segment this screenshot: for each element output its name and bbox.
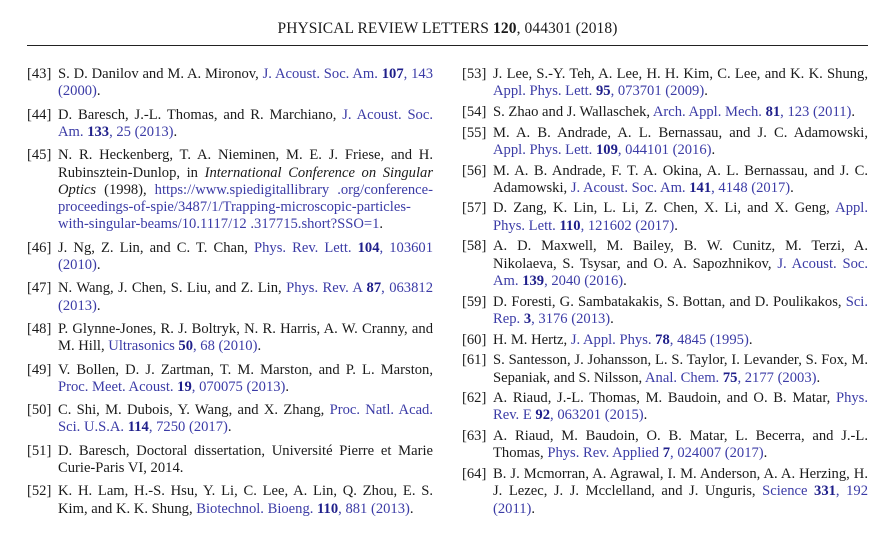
article-number-year: , 044301 (2018): [516, 20, 618, 37]
citation-link[interactable]: , 123 (2011): [780, 103, 852, 120]
citation-link[interactable]: 104: [357, 239, 380, 256]
reference-text: D. Baresch, Doctoral dissertation, Université Pierre et Marie Curie-Paris VI, 2014.: [58, 442, 433, 477]
citation-link[interactable]: Appl. Phys. Lett.: [493, 200, 868, 234]
reference-item: [462, 104, 868, 121]
reference-text: .: [748, 331, 753, 348]
reference-item: [27, 147, 433, 233]
citation-link[interactable]: Sci. Rep.: [493, 293, 868, 327]
reference-item: [27, 443, 433, 478]
reference-number: [46]: [27, 239, 52, 256]
citation-link[interactable]: , 4148 (2017): [711, 179, 791, 196]
citation-link[interactable]: , 3176 (2013): [531, 310, 611, 327]
citation-link[interactable]: J. Acoust. Soc. Am.: [493, 255, 868, 289]
reference-item: [462, 352, 868, 387]
reference-text: .: [96, 83, 101, 100]
reference-number: [54]: [462, 103, 487, 120]
citation-link[interactable]: Anal. Chem.: [645, 369, 723, 386]
reference-number: [47]: [27, 280, 52, 297]
reference-number: [51]: [27, 442, 52, 459]
reference-text: J. Ng, Z. Lin, and C. T. Chan,: [58, 239, 254, 256]
reference-number: [48]: [27, 320, 52, 337]
citation-link[interactable]: , 063201 (2015): [550, 407, 644, 424]
reference-text: A. Riaud, J.-L. Thomas, M. Baudoin, and O. B. Matar,: [493, 390, 836, 407]
citation-link[interactable]: , 192 (2011): [493, 483, 868, 517]
citation-link[interactable]: 109: [595, 141, 618, 158]
reference-text: A. D. Maxwell, M. Bailey, B. W. Cunitz, M. Terzi, A. Nikolaeva, S. Tsysar, and O. A. Sapozhnikov,: [493, 238, 868, 272]
reference-text: P. Glynne-Jones, R. J. Boltryk, N. R. Harris, A. W. Cranny, and M. Hill,: [58, 320, 433, 355]
citation-link[interactable]: 139: [522, 272, 545, 289]
citation-link[interactable]: Ultrasonics: [108, 338, 179, 355]
citation-link[interactable]: 87: [366, 280, 382, 297]
reference-text: .: [610, 310, 614, 327]
reference-text: H. M. Hertz,: [493, 331, 571, 348]
reference-item: [27, 240, 433, 275]
reference-item: [27, 66, 433, 101]
reference-number: [53]: [462, 66, 487, 82]
citation-link[interactable]: 95: [595, 83, 611, 100]
reference-text: .: [704, 83, 708, 100]
citation-link[interactable]: Phys. Rev. A: [286, 280, 367, 297]
citation-link[interactable]: 75: [722, 369, 738, 386]
reference-text: D. Zang, K. Lin, L. Li, Z. Chen, X. Li, and X. Geng,: [493, 200, 836, 217]
reference-text: D. Foresti, G. Sambatakakis, S. Bottan, and D. Poulikakos,: [493, 293, 846, 310]
citation-link[interactable]: , 68 (2010): [193, 338, 258, 355]
citation-link[interactable]: , 063812 (2013): [58, 280, 433, 314]
citation-link[interactable]: 331: [814, 483, 836, 500]
reference-text: S. Santesson, J. Johansson, L. S. Taylor, I. Levander, S. Fox, M. Sepaniak, and S. Nilsson,: [493, 352, 868, 386]
journal-name: PHYSICAL REVIEW LETTERS: [277, 20, 493, 37]
citation-link[interactable]: , 073701 (2009): [610, 83, 705, 100]
reference-number: [60]: [462, 331, 487, 348]
references-right-column: [462, 66, 868, 518]
reference-text: V. Bollen, D. J. Zartman, T. M. Marston, and P. L. Marston,: [58, 361, 433, 378]
citation-link[interactable]: Phys. Rev. Applied: [547, 445, 663, 462]
citation-link[interactable]: 114: [127, 419, 149, 436]
reference-text: (1998),: [96, 181, 155, 198]
citation-link[interactable]: J. Appl. Phys.: [570, 331, 656, 348]
citation-link[interactable]: , 25 (2013): [109, 123, 174, 140]
citation-link[interactable]: , 070075 (2013): [191, 378, 286, 395]
reference-number: [49]: [27, 361, 52, 378]
reference-text: .: [623, 272, 627, 289]
reference-number: [57]: [462, 200, 487, 217]
citation-link[interactable]: Proc. Meet. Acoust.: [58, 378, 178, 395]
citation-link[interactable]: 107: [381, 66, 404, 82]
citation-link[interactable]: Phys. Rev. E: [493, 390, 868, 424]
reference-number: [61]: [462, 352, 487, 369]
reference-number: [52]: [27, 483, 52, 500]
reference-item: [462, 238, 868, 290]
reference-text: S. Zhao and J. Wallaschek,: [493, 103, 653, 120]
reference-text: M. A. B. Andrade, A. L. Bernassau, and J. C. Adamowski,: [493, 124, 868, 141]
reference-text: .: [711, 141, 716, 158]
reference-number: [45]: [27, 147, 52, 164]
running-header: [27, 20, 868, 38]
citation-link[interactable]: Biotechnol. Bioeng.: [196, 500, 318, 517]
reference-text: A. Riaud, M. Baudoin, O. B. Matar, L. Becerra, and J.-L. Thomas,: [493, 428, 868, 462]
reference-text: .: [674, 217, 678, 234]
citation-link[interactable]: J. Acoust. Soc. Am.: [570, 179, 690, 196]
reference-item: [27, 321, 433, 356]
reference-text: .: [227, 419, 232, 436]
reference-text: .: [96, 297, 101, 314]
citation-link[interactable]: 3: [523, 310, 532, 327]
citation-link[interactable]: J. Acoust. Soc. Am.: [262, 66, 382, 82]
reference-item: [27, 402, 433, 437]
references-left-column: [27, 66, 433, 518]
reference-item: [27, 107, 433, 142]
citation-link[interactable]: 19: [177, 378, 192, 395]
citation-link[interactable]: , 044101 (2016): [617, 141, 712, 158]
citation-link[interactable]: , 2040 (2016): [544, 272, 624, 289]
citation-link[interactable]: , 143 (2000): [58, 66, 433, 100]
reference-number: [56]: [462, 162, 487, 179]
citation-link[interactable]: Science: [762, 483, 815, 500]
header-rule: [27, 45, 868, 46]
reference-text: J. Lee, S.-Y. Teh, A. Lee, H. H. Kim, C. Lee, and K. K. Shung,: [493, 66, 868, 82]
citation-link[interactable]: , 4845 (1995): [669, 331, 749, 348]
reference-number: [63]: [462, 428, 487, 445]
reference-item: [462, 466, 868, 518]
citation-link[interactable]: 133: [87, 123, 110, 140]
reference-text: .: [790, 179, 794, 196]
reference-item: [462, 294, 868, 329]
reference-text: .: [531, 500, 536, 517]
citation-link[interactable]: 7: [662, 445, 671, 462]
reference-text: .: [763, 445, 768, 462]
reference-text: .: [851, 103, 856, 120]
reference-text: .: [816, 369, 821, 386]
citation-link[interactable]: , 2177 (2003): [737, 369, 817, 386]
citation-link[interactable]: J. Acoust. Soc. Am.: [58, 106, 433, 140]
citation-link[interactable]: Appl. Phys. Lett.: [493, 83, 596, 100]
citation-link[interactable]: Appl. Phys. Lett.: [493, 141, 596, 158]
reference-text: .: [257, 338, 262, 355]
citation-link[interactable]: , 121602 (2017): [580, 217, 675, 234]
reference-item: [27, 362, 433, 397]
reference-text: N. Wang, J. Chen, S. Liu, and Z. Lin,: [58, 280, 287, 297]
reference-number: [59]: [462, 293, 487, 310]
reference-text: .: [379, 216, 384, 233]
citation-link[interactable]: 110: [559, 217, 581, 234]
reference-item: [462, 125, 868, 160]
reference-text: B. J. Mcmorran, A. Agrawal, I. M. Anderson, A. A. Herzing, H. J. Lezec, J. J. Mcclelland, and J. Unguris,: [493, 466, 868, 500]
reference-text: N. R. Heckenberg, T. A. Nieminen, M. E. J. Friese, and H. Rubinsztein-Dunlop, in: [58, 147, 433, 181]
reference-item: [462, 332, 868, 349]
reference-title: International Conference on Singular Optics: [58, 164, 433, 198]
reference-text: .: [285, 378, 290, 395]
citation-link[interactable]: Phys. Rev. Lett.: [254, 239, 358, 256]
citation-link[interactable]: 92: [535, 407, 551, 424]
reference-number: [55]: [462, 124, 487, 141]
citation-link[interactable]: Proc. Natl. Acad. Sci. U.S.A.: [58, 402, 433, 436]
reference-text: .: [409, 500, 414, 517]
citation-link[interactable]: , 024007 (2017): [670, 445, 764, 462]
reference-item: [462, 390, 868, 425]
citation-link[interactable]: 50: [178, 338, 193, 355]
reference-text: .: [643, 407, 648, 424]
citation-link[interactable]: https://www.spiedigitallibrary .org/conference-proceedings-of-spie/3487/1/Trapping-microscopic-particles-with-singular-beams/10.1117/12 .317715.short?SSO=1: [58, 181, 433, 233]
citation-link[interactable]: , 881 (2013): [338, 500, 410, 517]
citation-link[interactable]: 81: [765, 103, 781, 120]
reference-text: .: [96, 257, 101, 274]
reference-number: [64]: [462, 466, 487, 483]
volume-number: 120: [493, 20, 517, 37]
citation-link[interactable]: Arch. Appl. Mech.: [652, 103, 766, 120]
reference-number: [43]: [27, 66, 52, 82]
reference-text: D. Baresch, J.-L. Thomas, and R. Marchiano,: [58, 106, 343, 123]
reference-item: [462, 200, 868, 235]
reference-item: [462, 66, 868, 101]
reference-text: S. D. Danilov and M. A. Mironov,: [58, 66, 263, 82]
reference-item: [27, 483, 433, 518]
reference-item: [462, 428, 868, 463]
citation-link[interactable]: 110: [317, 500, 339, 517]
reference-text: C. Shi, M. Dubois, Y. Wang, and X. Zhang,: [58, 402, 330, 419]
citation-link[interactable]: 78: [655, 331, 670, 348]
reference-text: M. A. B. Andrade, F. T. A. Okina, A. L. Bernassau, and J. C. Adamowski,: [493, 162, 868, 196]
reference-number: [62]: [462, 390, 487, 407]
reference-number: [50]: [27, 402, 52, 419]
reference-number: [58]: [462, 238, 487, 255]
reference-item: [27, 280, 433, 315]
citation-link[interactable]: 141: [689, 179, 712, 196]
citation-link[interactable]: , 103601 (2010): [58, 239, 434, 274]
reference-item: [462, 163, 868, 198]
reference-number: [44]: [27, 106, 52, 123]
reference-text: .: [173, 123, 178, 140]
citation-link[interactable]: , 7250 (2017): [148, 419, 228, 436]
reference-text: K. H. Lam, H.-S. Hsu, Y. Li, C. Lee, A. Lin, Q. Zhou, E. S. Kim, and K. K. Shung,: [58, 483, 433, 517]
